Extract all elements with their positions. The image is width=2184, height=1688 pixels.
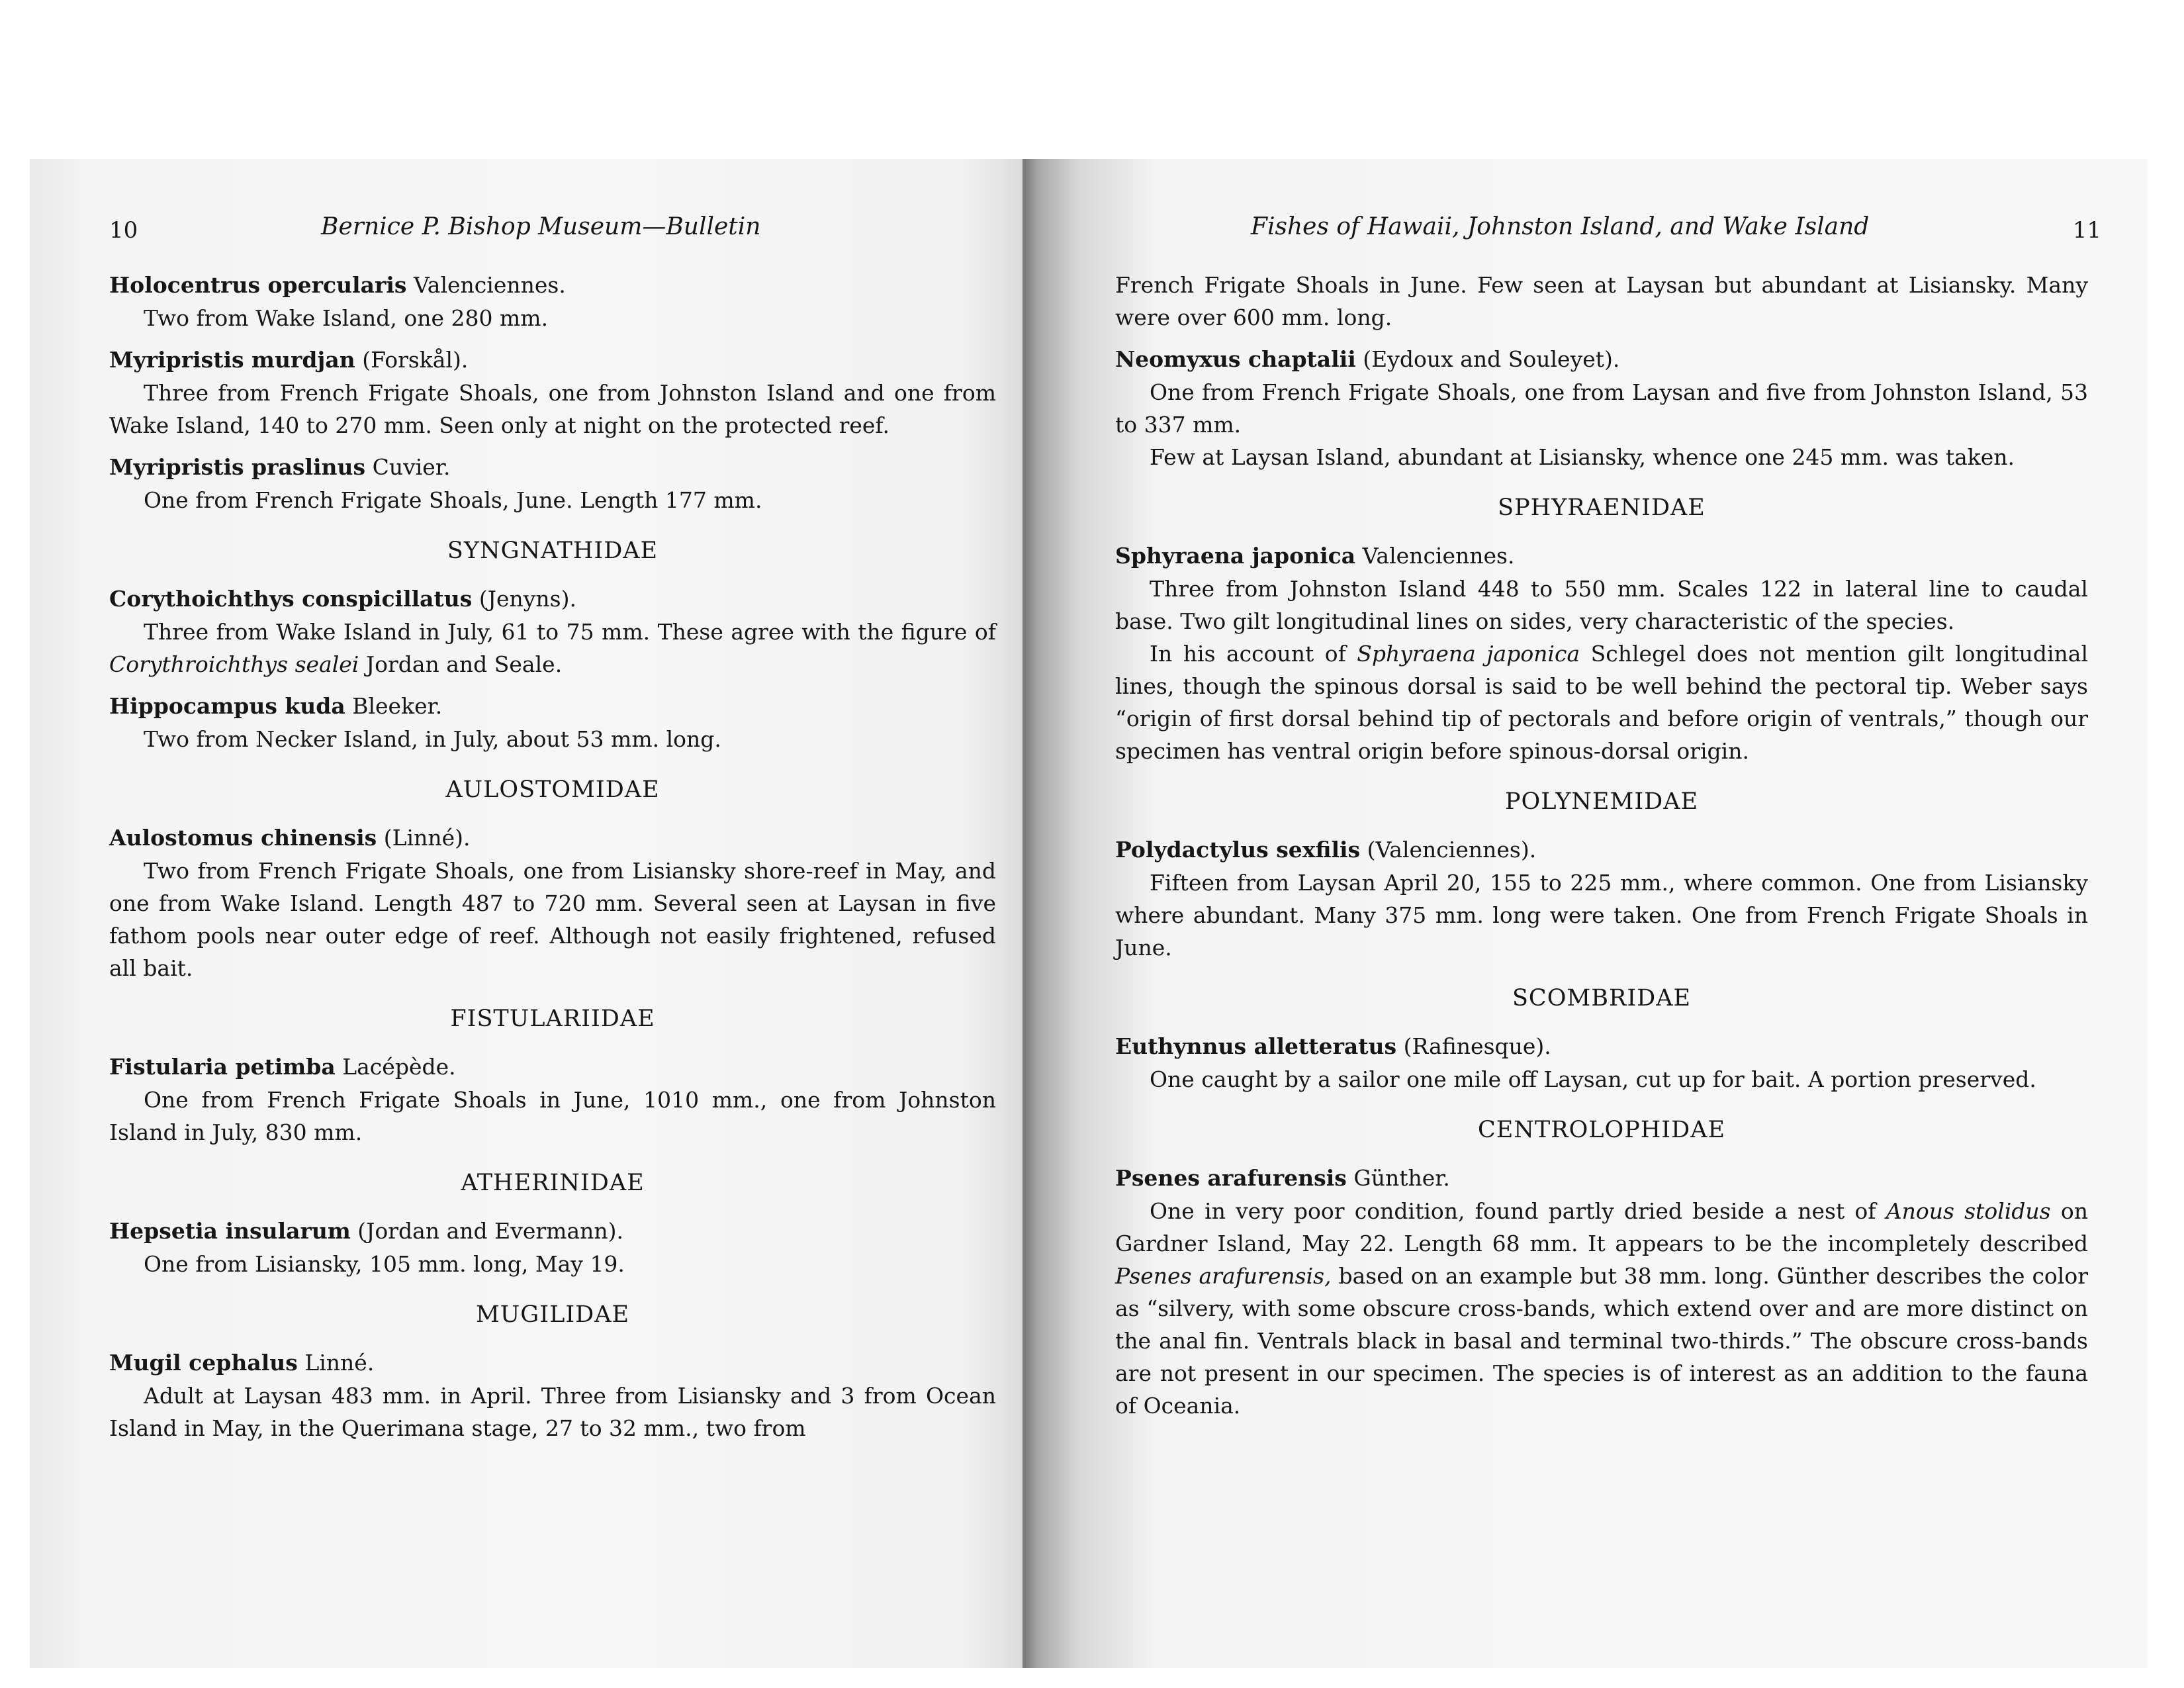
continued-text	[1115, 269, 2088, 334]
species-description: Two from Wake Island, one 280 mm.	[144, 305, 549, 331]
page-number: 10	[109, 217, 138, 244]
species-description: One caught by a sailor one mile off Laysan, cut up for bait. A portion preserved.	[1150, 1066, 2036, 1092]
species-entry	[1115, 1030, 2088, 1096]
species-description: Two from French Frigate Shoals, one from Lisiansky shore-reef in May, and one from Wake Island. Length 487 to 720 mm. Several seen at Laysan in five fathom pools near outer edge of reef. Although not easily frightened, refused all bait.	[109, 858, 996, 981]
species-description: One from French Frigate Shoals, one from Laysan and five from Johnston Island, 53 to 337 mm.	[1115, 379, 2088, 438]
species-author: Günther.	[1353, 1165, 1450, 1191]
species-entry	[109, 690, 996, 755]
species-name: Mugil cephalus	[109, 1350, 298, 1376]
species-name: Euthynnus alletteratus	[1115, 1033, 1397, 1059]
species-name: Holocentrus opercularis	[109, 272, 407, 298]
species-author: (Rafinesque).	[1403, 1033, 1551, 1059]
species-author: Valenciennes.	[1362, 543, 1515, 569]
species-entry	[109, 1346, 996, 1444]
species-name: Hepsetia insularum	[109, 1218, 351, 1244]
species-entry	[109, 1215, 996, 1280]
species-entry	[109, 269, 996, 334]
italic-species: Anous stolidus	[1886, 1198, 2051, 1224]
left-page-header	[109, 213, 996, 259]
species-author: (Valenciennes).	[1367, 837, 1537, 863]
left-page	[30, 159, 1023, 1668]
species-description: In his account of Sphyraena japonica Schlegel does not mention gilt longitudinal lines, though the spinous dorsal is said to be well behind the pectoral tip. Weber says “origin of first dorsal behind tip of pectorals and before origin of ventrals,” though our specimen has ventral origin before spinous-dorsal origin.	[1115, 641, 2088, 764]
species-name: Psenes arafurensis	[1115, 1165, 1347, 1191]
species-entry	[1115, 539, 2088, 767]
italic-species: Corythroichthys sealei	[109, 651, 359, 677]
species-description: French Frigate Shoals in June. Few seen at Laysan but abundant at Lisiansky. Many were over 600 mm. long.	[1115, 272, 2088, 330]
species-entry	[109, 451, 996, 516]
family-heading: SPHYRAENIDAE	[1498, 494, 1706, 521]
species-description: Three from French Frigate Shoals, one from Johnston Island and one from Wake Island, 140 to 270 mm. Seen only at night on the protected reef.	[109, 380, 996, 438]
species-entry	[1115, 833, 2088, 964]
species-description: Adult at Laysan 483 mm. in April. Three from Lisiansky and 3 from Ocean Island in May, in the Querimana stage, 27 to 32 mm., two from	[109, 1383, 996, 1441]
species-author: (Jenyns).	[478, 586, 576, 612]
family-heading: AULOSTOMIDAE	[445, 776, 660, 803]
italic-species: Sphyraena japonica	[1357, 641, 1580, 667]
species-entry	[109, 821, 996, 984]
right-page-header	[1115, 213, 2101, 259]
family-heading: POLYNEMIDAE	[1504, 788, 1699, 815]
species-author: (Eydoux and Souleyet).	[1363, 346, 1620, 372]
species-description: One from French Frigate Shoals in June, 1010 mm., one from Johnston Island in July, 830 mm.	[109, 1087, 996, 1145]
species-author: Valenciennes.	[413, 272, 566, 298]
family-heading: CENTROLOPHIDAE	[1477, 1117, 1726, 1143]
family-heading: SCOMBRIDAE	[1512, 985, 1692, 1011]
species-entry	[1115, 1162, 2088, 1422]
species-name: Corythoichthys conspicillatus	[109, 586, 473, 612]
species-entry	[109, 344, 996, 442]
family-heading: MUGILIDAE	[475, 1301, 630, 1328]
italic-species: Psenes arafurensis,	[1115, 1263, 1332, 1289]
species-author: Lacépède.	[342, 1054, 456, 1080]
species-author: Linné.	[304, 1350, 375, 1376]
species-author: (Jordan and Evermann).	[357, 1218, 624, 1244]
page-number: 11	[2072, 217, 2101, 244]
species-entry	[109, 583, 996, 680]
species-name: Hippocampus kuda	[109, 693, 345, 719]
family-heading: SYNGNATHIDAE	[447, 538, 659, 564]
species-name: Sphyraena japonica	[1115, 543, 1356, 569]
running-head: Bernice P. Bishop Museum—Bulletin	[321, 213, 761, 240]
species-name: Polydactylus sexfilis	[1115, 837, 1361, 863]
species-author: (Forskål).	[362, 347, 469, 373]
species-author: Cuvier.	[372, 454, 451, 480]
species-author: Bleeker.	[352, 693, 443, 719]
species-description: Few at Laysan Island, abundant at Lisiansky, whence one 245 mm. was taken.	[1150, 444, 2015, 470]
species-description: One from Lisiansky, 105 mm. long, May 19.	[144, 1251, 625, 1277]
species-entry	[109, 1051, 996, 1149]
species-name: Myripristis murdjan	[109, 347, 355, 373]
species-entry	[1115, 343, 2088, 473]
species-name: Neomyxus chaptalii	[1115, 346, 1356, 372]
species-description: One from French Frigate Shoals, June. Length 177 mm.	[144, 487, 762, 513]
running-head: Fishes of Hawaii, Johnston Island, and Wake Island	[1251, 213, 1870, 240]
species-name: Fistularia petimba	[109, 1054, 336, 1080]
species-author: (Linné).	[383, 825, 471, 851]
family-heading: FISTULARIIDAE	[450, 1006, 655, 1032]
species-description: Fifteen from Laysan April 20, 155 to 225 mm., where common. One from Lisiansky where abundant. Many 375 mm. long were taken. One from French Frigate Shoals in June.	[1115, 870, 2088, 961]
right-page	[1023, 159, 2148, 1668]
family-heading: ATHERINIDAE	[461, 1170, 645, 1196]
species-description: One in very poor condition, found partly dried beside a nest of Anous stolidus on Gardner Island, May 22. Length 68 mm. It appears to be the incompletely described Psenes arafurensis, based on an example but 38 mm. long. Günther describes the color as “silvery, with some obscure cross-bands, which extend over and are more distinct on the anal fin. Ventrals black in basal and terminal two-thirds.” The obscure cross-bands are not present in our specimen. The species is of interest as an addition to the fauna of Oceania.	[1115, 1198, 2089, 1419]
species-description: Three from Wake Island in July, 61 to 75 mm. These agree with the figure of Corythroichthys sealei Jordan and Seale.	[109, 619, 996, 677]
species-name: Myripristis praslinus	[109, 454, 366, 480]
species-description: Two from Necker Island, in July, about 53 mm. long.	[144, 726, 721, 752]
species-description: Three from Johnston Island 448 to 550 mm. Scales 122 in lateral line to caudal base. Two gilt longitudinal lines on sides, very characteristic of the species.	[1115, 576, 2088, 634]
species-name: Aulostomus chinensis	[109, 825, 377, 851]
